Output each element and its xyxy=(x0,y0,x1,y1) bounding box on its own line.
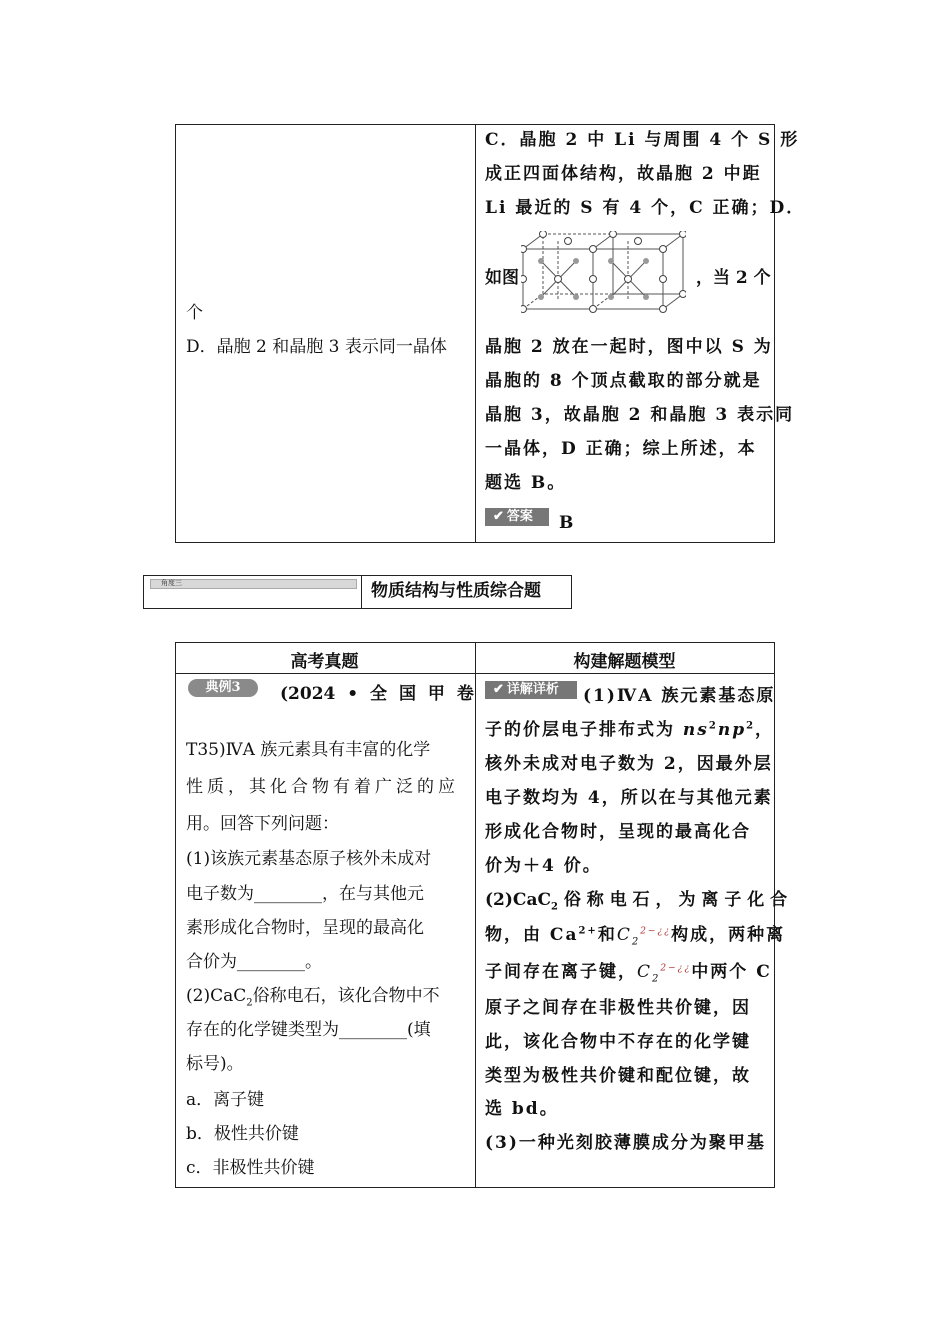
analysis-line: 物，由 $Ca^{2+}$和$C_2^{2-¿¿}$构成，两种离 xyxy=(485,925,786,948)
question-part2: (2)CaC$_2$俗称电石，该化合物中不 xyxy=(186,986,440,1009)
section-divider xyxy=(361,576,362,608)
analysis-line: 价为＋4 价。 xyxy=(485,856,602,876)
explanation-line: 晶胞 3，故晶胞 2 和晶胞 3 表示同 xyxy=(485,405,795,425)
option-a: a．离子键 xyxy=(186,1090,265,1110)
crystal-cell-figure xyxy=(521,231,686,313)
section-title: 物质结构与性质综合题 xyxy=(371,581,541,601)
checkmark-icon: ✔ xyxy=(493,509,504,524)
explanation-line: Li 最近的 S 有 4 个，C 正确；D． xyxy=(485,198,806,218)
question-line: 合价为________。 xyxy=(186,952,322,972)
header-divider xyxy=(176,673,774,674)
section-header xyxy=(143,575,572,609)
explanation-line: 成正四面体结构，故晶胞 2 中距 xyxy=(485,164,762,184)
analysis-line: 形成化合物时，呈现的最高化合 xyxy=(485,822,751,842)
question-part1: (1)该族元素基态原子核外未成对 xyxy=(186,849,432,869)
analysis-line: 核外未成对电子数为 2，因最外层 xyxy=(485,754,773,774)
column-divider xyxy=(475,643,476,1187)
explanation-line: 题选 B。 xyxy=(485,473,567,493)
option-c: c．非极性共价键 xyxy=(186,1158,315,1178)
section-label-bar xyxy=(150,579,357,589)
column-divider xyxy=(475,125,476,542)
option-b: b．极性共价键 xyxy=(186,1124,299,1144)
explanation-line: 晶胞的 8 个顶点截取的部分就是 xyxy=(485,371,762,391)
carbide-ion: $C_2^{2-¿¿}$ xyxy=(637,962,692,985)
question-line: T35)ⅣA 族元素具有丰富的化学 xyxy=(186,740,431,760)
header-exam-questions: 高考真题 xyxy=(290,652,359,672)
question-line: 电子数为________，在与其他元 xyxy=(186,884,424,904)
left-text-line: 个 xyxy=(186,303,203,323)
analysis-line: 子的价层电子排布式为 $ns^2np^2$， xyxy=(485,720,775,740)
analysis-line: (1)ⅣA 族元素基态原 xyxy=(583,686,776,706)
figure-suffix: ，当 2 个 xyxy=(696,268,771,288)
checkmark-icon: ✔ xyxy=(493,682,504,697)
question-line: 用。回答下列问题： xyxy=(186,814,339,834)
question-source: (2024 • 全 国 甲 卷 xyxy=(280,684,474,704)
analysis-line: 电子数均为 4，所以在与其他元素 xyxy=(485,788,773,808)
analysis-line: 选 bd。 xyxy=(485,1099,559,1119)
question-line: 标号)。 xyxy=(186,1054,244,1074)
analysis-line: 类型为极性共价键和配位键，故 xyxy=(485,1066,751,1086)
analysis-line: 子间存在离子键，$C_2^{2-¿¿}$中两个 C xyxy=(485,962,772,985)
question-line: 素形成化合物时，呈现的最高化 xyxy=(186,918,424,938)
question-line: 性质，其化合物有着广泛的应 xyxy=(186,777,459,797)
detailed-analysis-badge: ✔ 详解详析 xyxy=(485,681,577,699)
question-line: 存在的化学键类型为________(填 xyxy=(186,1020,431,1040)
solution-table-top xyxy=(175,124,806,543)
answer-value: B xyxy=(559,513,574,533)
carbide-ion: $C_2^{2-¿¿}$ xyxy=(616,925,672,948)
example-badge: 典例3 xyxy=(188,679,258,697)
explanation-line: 一晶体，D 正确；综上所述，本 xyxy=(485,439,757,459)
analysis-line: (3)一种光刻胶薄膜成分为聚甲基 xyxy=(485,1133,766,1153)
problem-table xyxy=(175,642,788,1188)
analysis-line: 此，该化合物中不存在的化学键 xyxy=(485,1032,751,1052)
explanation-line: C．晶胞 2 中 Li 与周围 4 个 S 形 xyxy=(485,130,800,150)
option-d-text: D．晶胞 2 和晶胞 3 表示同一晶体 xyxy=(186,337,447,357)
answer-badge: ✔ 答案 xyxy=(485,508,549,526)
figure-prefix: 如图 xyxy=(485,268,519,288)
explanation-line: 晶胞 2 放在一起时，图中以 S 为 xyxy=(485,337,773,357)
analysis-line: (2)CaC$_2$ 俗 称 电 石 ， 为 离 子 化 合 xyxy=(485,890,788,913)
section-label-small: 角度三 xyxy=(161,579,182,587)
analysis-line: 原子之间存在非极性共价键，因 xyxy=(485,998,751,1018)
header-solution-model: 构建解题模型 xyxy=(573,652,676,672)
